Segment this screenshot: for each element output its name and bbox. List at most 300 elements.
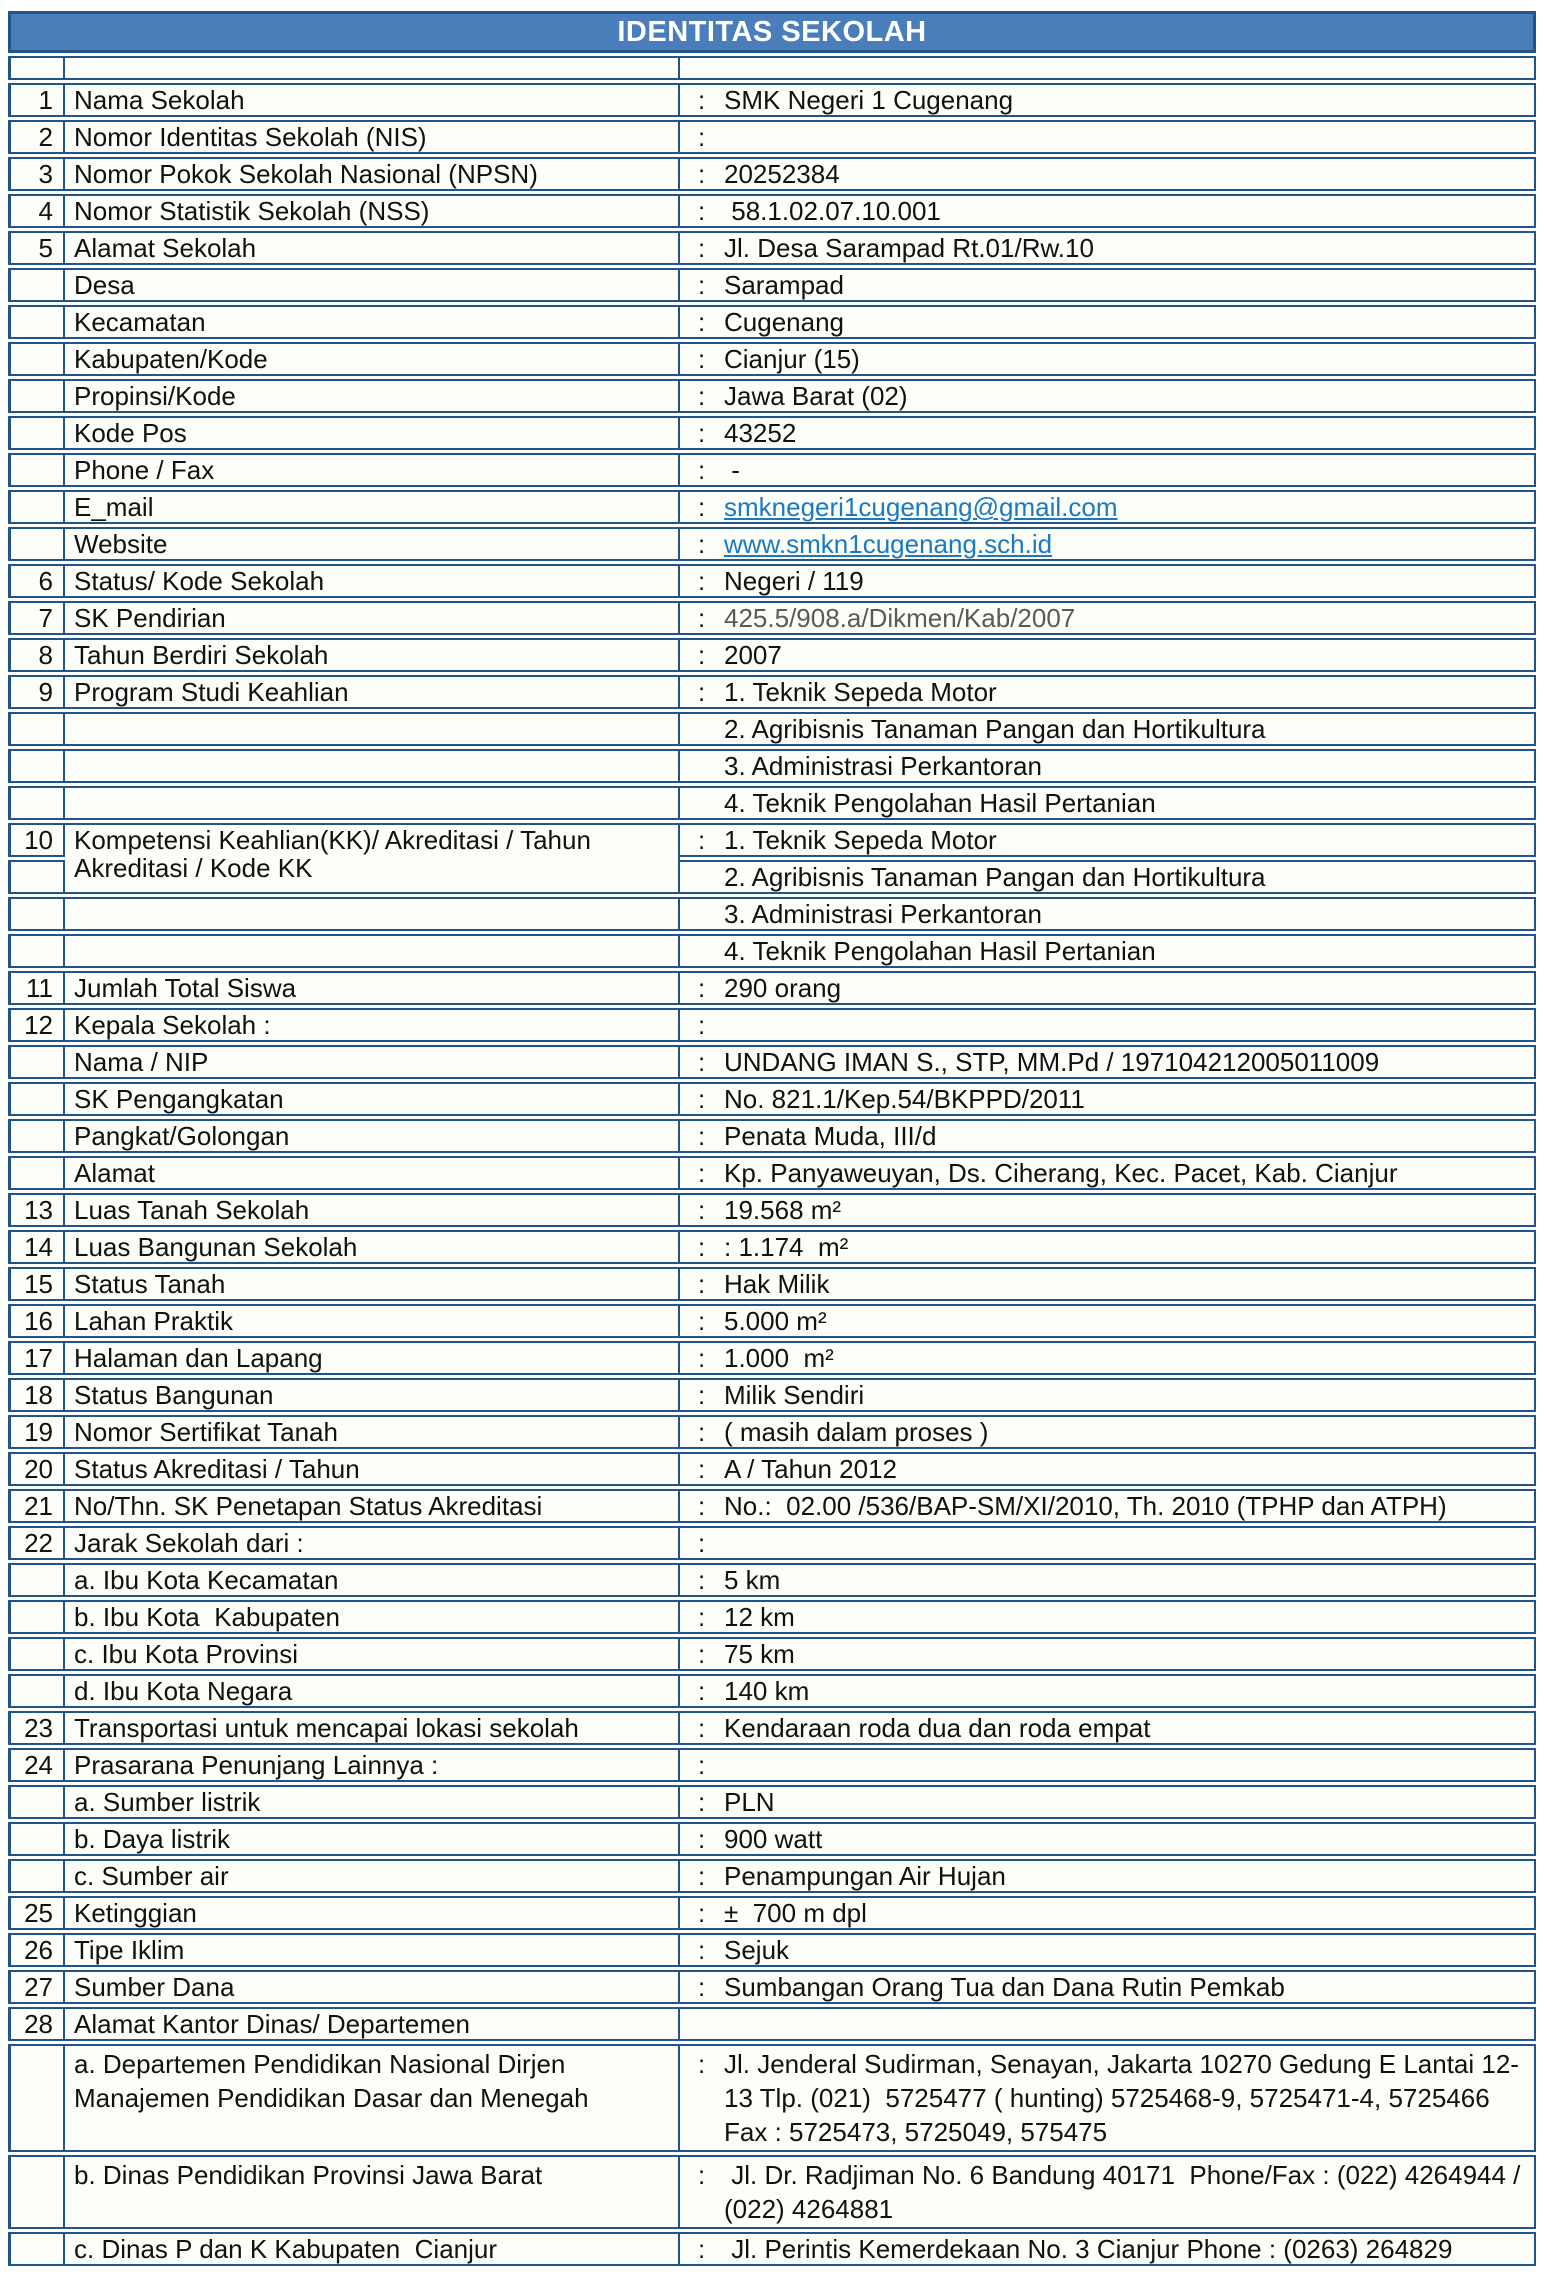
row-number: [8, 1600, 65, 1634]
row-label: b. Ibu Kota Kabupaten: [65, 1600, 680, 1634]
row-value-text: Penata Muda, III/d: [724, 1121, 937, 1151]
colon-separator: :: [698, 529, 706, 559]
colon-separator: :: [698, 1084, 706, 1114]
row-value: [680, 1489, 1536, 1523]
row-value-text: Sejuk: [724, 1935, 790, 1965]
row-number: [8, 1637, 65, 1671]
row-label: [65, 712, 680, 746]
row-number: 17: [8, 1341, 65, 1375]
row-number: 21: [8, 1489, 65, 1523]
row-value: [680, 2232, 1536, 2266]
row-value-text: Jl. Dr. Radjiman No. 6 Bandung 40171 Phone/Fax : (022) 4264944 / (022) 4264881: [724, 2160, 1528, 2224]
row-value: [680, 1045, 1536, 1079]
table-row: [8, 749, 1536, 783]
row-number: [8, 2232, 65, 2266]
row-number: 5: [8, 231, 65, 265]
row-label: c. Dinas P dan K Kabupaten Cianjur: [65, 2232, 680, 2266]
row-value: [680, 1156, 1536, 1190]
title-row: [8, 11, 1536, 53]
row-number: 13: [8, 1193, 65, 1227]
colon-separator: :: [698, 1380, 706, 1410]
row-value: [680, 83, 1536, 117]
row-value: [680, 268, 1536, 302]
row-value: [680, 1711, 1536, 1745]
row-value: [680, 823, 1536, 857]
row-label: Alamat: [65, 1156, 680, 1190]
row-value-text: Kendaraan roda dua dan roda empat: [724, 1713, 1151, 1743]
table-row: [8, 2232, 1536, 2266]
row-label: Kepala Sekolah :: [65, 1008, 680, 1042]
row-number: 20: [8, 1452, 65, 1486]
table-row: [8, 1341, 1536, 1375]
row-label: Nama / NIP: [65, 1045, 680, 1079]
row-label: Alamat Sekolah: [65, 231, 680, 265]
row-label: [65, 897, 680, 931]
row-value: [680, 1674, 1536, 1708]
row-value-text: Milik Sendiri: [724, 1380, 865, 1410]
colon-separator: :: [698, 1010, 706, 1040]
colon-separator: :: [698, 566, 706, 596]
table-body: [8, 56, 1536, 2266]
colon-separator: :: [698, 1454, 706, 1484]
table-row: [8, 971, 1536, 1005]
row-number: 12: [8, 1008, 65, 1042]
row-label: [65, 56, 680, 80]
colon-separator: :: [698, 1232, 706, 1262]
row-label: Kecamatan: [65, 305, 680, 339]
row-value: [680, 1933, 1536, 1967]
row-value-text: Jl. Desa Sarampad Rt.01/Rw.10: [724, 233, 1094, 263]
row-label: SK Pengangkatan: [65, 1082, 680, 1116]
table-row: [8, 1563, 1536, 1597]
row-label: [65, 934, 680, 968]
row-number: [8, 1563, 65, 1597]
row-value-text: ± 700 m dpl: [724, 1898, 867, 1928]
page-title: IDENTITAS SEKOLAH: [8, 11, 1536, 53]
row-number: 8: [8, 638, 65, 672]
table-row: [8, 1748, 1536, 1782]
row-label: Phone / Fax: [65, 453, 680, 487]
table-row: [8, 231, 1536, 265]
table-row: [8, 56, 1536, 80]
row-label: c. Sumber air: [65, 1859, 680, 1893]
row-number: [8, 1156, 65, 1190]
row-label: [65, 749, 680, 783]
row-value-text: 5.000 m²: [724, 1306, 827, 1336]
row-label: SK Pendirian: [65, 601, 680, 635]
colon-separator: :: [698, 2234, 706, 2264]
row-value: [680, 56, 1536, 80]
row-value-text: 1. Teknik Sepeda Motor: [724, 825, 997, 855]
row-label: a. Ibu Kota Kecamatan: [65, 1563, 680, 1597]
row-label: Jarak Sekolah dari :: [65, 1526, 680, 1560]
row-number: 28: [8, 2007, 65, 2041]
table-row: [8, 83, 1536, 117]
colon-separator: :: [698, 122, 706, 152]
table-row: [8, 1711, 1536, 1745]
row-label: Luas Bangunan Sekolah: [65, 1230, 680, 1264]
row-value: [680, 231, 1536, 265]
row-value-text: 19.568 m²: [724, 1195, 842, 1225]
row-label: Kabupaten/Kode: [65, 342, 680, 376]
table-row: [8, 712, 1536, 746]
table-row: [8, 1896, 1536, 1930]
table-row: [8, 1637, 1536, 1671]
row-number: 26: [8, 1933, 65, 1967]
row-number: [8, 1674, 65, 1708]
table-row: [8, 1933, 1536, 1967]
row-label: Desa: [65, 268, 680, 302]
row-value-text: 140 km: [724, 1676, 810, 1706]
row-value: [680, 638, 1536, 672]
row-label: Transportasi untuk mencapai lokasi sekolah: [65, 1711, 680, 1745]
row-value-text: 3. Administrasi Perkantoran: [724, 899, 1042, 929]
row-number: [8, 416, 65, 450]
row-label: Jumlah Total Siswa: [65, 971, 680, 1005]
row-number: 16: [8, 1304, 65, 1338]
colon-separator: :: [698, 455, 706, 485]
table-row: [8, 1785, 1536, 1819]
table-row: [8, 120, 1536, 154]
row-value: [680, 786, 1536, 820]
row-number: [8, 342, 65, 376]
row-value-text: PLN: [724, 1787, 775, 1817]
colon-separator: :: [698, 2160, 706, 2190]
colon-separator: :: [698, 196, 706, 226]
row-number: 4: [8, 194, 65, 228]
row-label: Nama Sekolah: [65, 83, 680, 117]
table-row: [8, 342, 1536, 376]
colon-separator: :: [698, 1306, 706, 1336]
row-value: [680, 1748, 1536, 1782]
row-label: Nomor Identitas Sekolah (NIS): [65, 120, 680, 154]
row-label: Tipe Iklim: [65, 1933, 680, 1967]
row-label: Nomor Statistik Sekolah (NSS): [65, 194, 680, 228]
row-value-text: Kp. Panyaweuyan, Ds. Ciherang, Kec. Pacet, Kab. Cianjur: [724, 1158, 1398, 1188]
colon-separator: :: [698, 1824, 706, 1854]
row-value: [680, 712, 1536, 746]
table-row: [8, 1526, 1536, 1560]
table-row: [8, 638, 1536, 672]
colon-separator: :: [698, 1343, 706, 1373]
row-value: [680, 971, 1536, 1005]
colon-separator: :: [698, 1121, 706, 1151]
row-value-text: 43252: [724, 418, 797, 448]
table-row: [8, 2007, 1536, 2041]
colon-separator: :: [698, 1935, 706, 1965]
table-row: [8, 786, 1536, 820]
row-value-text: Cianjur (15): [724, 344, 860, 374]
row-value-text: 3. Administrasi Perkantoran: [724, 751, 1042, 781]
row-label: Website: [65, 527, 680, 561]
row-value: [680, 416, 1536, 450]
row-label: b. Daya listrik: [65, 1822, 680, 1856]
table-row: [8, 934, 1536, 968]
row-number: [8, 1859, 65, 1893]
row-value-text: SMK Negeri 1 Cugenang: [724, 85, 1014, 115]
colon-separator: :: [698, 1565, 706, 1595]
table-row: [8, 1193, 1536, 1227]
row-value: [680, 1785, 1536, 1819]
row-label: a. Sumber listrik: [65, 1785, 680, 1819]
row-number: 18: [8, 1378, 65, 1412]
colon-separator: :: [698, 1750, 706, 1780]
colon-separator: :: [698, 973, 706, 1003]
row-value: [680, 379, 1536, 413]
table-row: [8, 2044, 1536, 2152]
colon-separator: :: [698, 1158, 706, 1188]
row-number: 1: [8, 83, 65, 117]
row-value: [680, 490, 1536, 524]
row-value: [680, 897, 1536, 931]
row-label: Prasarana Penunjang Lainnya :: [65, 1748, 680, 1782]
row-value: [680, 1970, 1536, 2004]
school-identity-table: [8, 8, 1536, 2269]
row-number: 23: [8, 1711, 65, 1745]
row-value: [680, 342, 1536, 376]
row-label: Nomor Sertifikat Tanah: [65, 1415, 680, 1449]
row-value: [680, 2044, 1536, 2152]
colon-separator: :: [698, 1417, 706, 1447]
row-value: [680, 1304, 1536, 1338]
row-value: [680, 1193, 1536, 1227]
row-number: [8, 1785, 65, 1819]
row-value-text: 290 orang: [724, 973, 842, 1003]
row-number: [8, 749, 65, 783]
row-value-text: : 1.174 m²: [724, 1232, 849, 1262]
colon-separator: :: [698, 677, 706, 707]
row-value: [680, 1341, 1536, 1375]
row-number: [8, 527, 65, 561]
row-value-text: Penampungan Air Hujan: [724, 1861, 1006, 1891]
row-number: 3: [8, 157, 65, 191]
row-number: [8, 2155, 65, 2229]
row-number: [8, 786, 65, 820]
row-value-text: Sumbangan Orang Tua dan Dana Rutin Pemkab: [724, 1972, 1285, 2002]
table-row: [8, 1452, 1536, 1486]
colon-separator: :: [698, 233, 706, 263]
table-row: [8, 1082, 1536, 1116]
row-value-text: Jl. Perintis Kemerdekaan No. 3 Cianjur Phone : (0263) 264829: [724, 2234, 1453, 2264]
row-label: Sumber Dana: [65, 1970, 680, 2004]
row-number: 6: [8, 564, 65, 598]
row-value-text: A / Tahun 2012: [724, 1454, 898, 1484]
table-row: [8, 1119, 1536, 1153]
row-number: 9: [8, 675, 65, 709]
row-value: [680, 934, 1536, 968]
row-value-text: -: [724, 455, 740, 485]
row-value: [680, 1526, 1536, 1560]
table-row: [8, 1415, 1536, 1449]
table-row: [8, 823, 1536, 857]
row-value-text: Hak Milik: [724, 1269, 830, 1299]
row-label: Status Tanah: [65, 1267, 680, 1301]
table-row: [8, 305, 1536, 339]
colon-separator: :: [698, 1047, 706, 1077]
colon-separator: :: [698, 1195, 706, 1225]
row-value-text: Cugenang: [724, 307, 844, 337]
colon-separator: :: [698, 1713, 706, 1743]
table-row: [8, 564, 1536, 598]
row-value-text: 58.1.02.07.10.001: [724, 196, 941, 226]
row-label: Status Bangunan: [65, 1378, 680, 1412]
row-value: [680, 601, 1536, 635]
row-value-text: ( masih dalam proses ): [724, 1417, 989, 1447]
row-value: [680, 1896, 1536, 1930]
row-value-text: No.: 02.00 /536/BAP-SM/XI/2010, Th. 2010 (TPHP dan ATPH): [724, 1491, 1447, 1521]
colon-separator: :: [698, 344, 706, 374]
colon-separator: :: [698, 270, 706, 300]
row-number: [8, 2044, 65, 2152]
row-number: [8, 1045, 65, 1079]
colon-separator: :: [698, 640, 706, 670]
row-number: [8, 268, 65, 302]
colon-separator: :: [698, 1861, 706, 1891]
row-value: [680, 860, 1536, 894]
colon-separator: :: [698, 1972, 706, 2002]
table-row: [8, 897, 1536, 931]
table-row: [8, 416, 1536, 450]
row-label: Kompetensi Keahlian(KK)/ Akreditasi / Tahun Akreditasi / Kode KK: [65, 823, 680, 894]
row-value-text: 1.000 m²: [724, 1343, 834, 1373]
row-number: 7: [8, 601, 65, 635]
colon-separator: :: [698, 1639, 706, 1669]
table-row: [8, 1378, 1536, 1412]
colon-separator: :: [698, 1676, 706, 1706]
row-value: [680, 1008, 1536, 1042]
row-number: 25: [8, 1896, 65, 1930]
table-row: [8, 527, 1536, 561]
colon-separator: :: [698, 1602, 706, 1632]
table-row: [8, 1489, 1536, 1523]
row-value: [680, 1119, 1536, 1153]
table-row: [8, 1304, 1536, 1338]
colon-separator: :: [698, 418, 706, 448]
row-value: [680, 1822, 1536, 1856]
row-number: [8, 379, 65, 413]
colon-separator: :: [698, 1269, 706, 1299]
row-value-text: 4. Teknik Pengolahan Hasil Pertanian: [724, 936, 1156, 966]
colon-separator: :: [698, 85, 706, 115]
row-number: [8, 453, 65, 487]
row-number: [8, 490, 65, 524]
table-row: [8, 1045, 1536, 1079]
email-link[interactable]: smknegeri1cugenang@gmail.com: [724, 492, 1118, 522]
row-value: [680, 2007, 1536, 2041]
row-label: No/Thn. SK Penetapan Status Akreditasi: [65, 1489, 680, 1523]
row-number: 22: [8, 1526, 65, 1560]
row-value-text: 20252384: [724, 159, 840, 189]
colon-separator: :: [698, 492, 706, 522]
row-label: d. Ibu Kota Negara: [65, 1674, 680, 1708]
row-number: [8, 712, 65, 746]
row-number: [8, 860, 65, 894]
row-number: 19: [8, 1415, 65, 1449]
row-value: [680, 194, 1536, 228]
row-label: Halaman dan Lapang: [65, 1341, 680, 1375]
table-row: [8, 601, 1536, 635]
row-value: [680, 2155, 1536, 2229]
row-value: [680, 675, 1536, 709]
row-label: Ketinggian: [65, 1896, 680, 1930]
row-label: Luas Tanah Sekolah: [65, 1193, 680, 1227]
row-value: [680, 1415, 1536, 1449]
table-row: [8, 1267, 1536, 1301]
colon-separator: :: [698, 825, 706, 855]
colon-separator: :: [698, 159, 706, 189]
row-value-text: UNDANG IMAN S., STP, MM.Pd / 197104212005011009: [724, 1047, 1380, 1077]
table-row: [8, 1156, 1536, 1190]
row-value: [680, 1600, 1536, 1634]
row-value: [680, 157, 1536, 191]
table-row: [8, 1600, 1536, 1634]
row-value: [680, 564, 1536, 598]
row-value-text: 425.5/908.a/Dikmen/Kab/2007: [724, 603, 1076, 633]
row-value-text: 2007: [724, 640, 782, 670]
table-row: [8, 1230, 1536, 1264]
row-value: [680, 1230, 1536, 1264]
row-label: E_mail: [65, 490, 680, 524]
row-value-text: 75 km: [724, 1639, 795, 1669]
row-number: [8, 934, 65, 968]
row-label: Pangkat/Golongan: [65, 1119, 680, 1153]
row-value-text: 1. Teknik Sepeda Motor: [724, 677, 997, 707]
row-number: [8, 56, 65, 80]
table-row: [8, 1822, 1536, 1856]
colon-separator: :: [698, 1491, 706, 1521]
table-row: [8, 1970, 1536, 2004]
row-number: 10: [8, 823, 65, 857]
row-value: [680, 120, 1536, 154]
row-number: 14: [8, 1230, 65, 1264]
colon-separator: :: [698, 1787, 706, 1817]
row-value-text: 2. Agribisnis Tanaman Pangan dan Hortikultura: [724, 714, 1266, 744]
row-value: [680, 527, 1536, 561]
row-number: 24: [8, 1748, 65, 1782]
table-row: [8, 453, 1536, 487]
row-number: [8, 1082, 65, 1116]
colon-separator: :: [698, 307, 706, 337]
row-label: Kode Pos: [65, 416, 680, 450]
row-number: 11: [8, 971, 65, 1005]
row-number: 2: [8, 120, 65, 154]
table-row: [8, 268, 1536, 302]
row-label: a. Departemen Pendidikan Nasional Dirjen Manajemen Pendidikan Dasar dan Menegah: [65, 2044, 680, 2152]
row-label: Program Studi Keahlian: [65, 675, 680, 709]
table-row: [8, 1859, 1536, 1893]
table-row: [8, 2155, 1536, 2229]
row-value-text: Jl. Jenderal Sudirman, Senayan, Jakarta 10270 Gedung E Lantai 12-13 Tlp. (021) 5725477 ( hunting) 5725468-9, 5725471-4, 5725466 Fax : 5725473, 5725049, 575475: [724, 2049, 1519, 2147]
row-value: [680, 1637, 1536, 1671]
row-label: Propinsi/Kode: [65, 379, 680, 413]
colon-separator: :: [698, 603, 706, 633]
colon-separator: :: [698, 2049, 706, 2079]
table-row: [8, 1674, 1536, 1708]
row-label: Status/ Kode Sekolah: [65, 564, 680, 598]
table-row: [8, 1008, 1536, 1042]
row-value-text: 4. Teknik Pengolahan Hasil Pertanian: [724, 788, 1156, 818]
row-label: Tahun Berdiri Sekolah: [65, 638, 680, 672]
row-value: [680, 749, 1536, 783]
row-label: b. Dinas Pendidikan Provinsi Jawa Barat: [65, 2155, 680, 2229]
row-label: c. Ibu Kota Provinsi: [65, 1637, 680, 1671]
row-value-text: 12 km: [724, 1602, 795, 1632]
website-link[interactable]: www.smkn1cugenang.sch.id: [724, 529, 1053, 559]
table-row: [8, 194, 1536, 228]
row-value-text: Sarampad: [724, 270, 844, 300]
row-number: [8, 897, 65, 931]
row-label: Status Akreditasi / Tahun: [65, 1452, 680, 1486]
